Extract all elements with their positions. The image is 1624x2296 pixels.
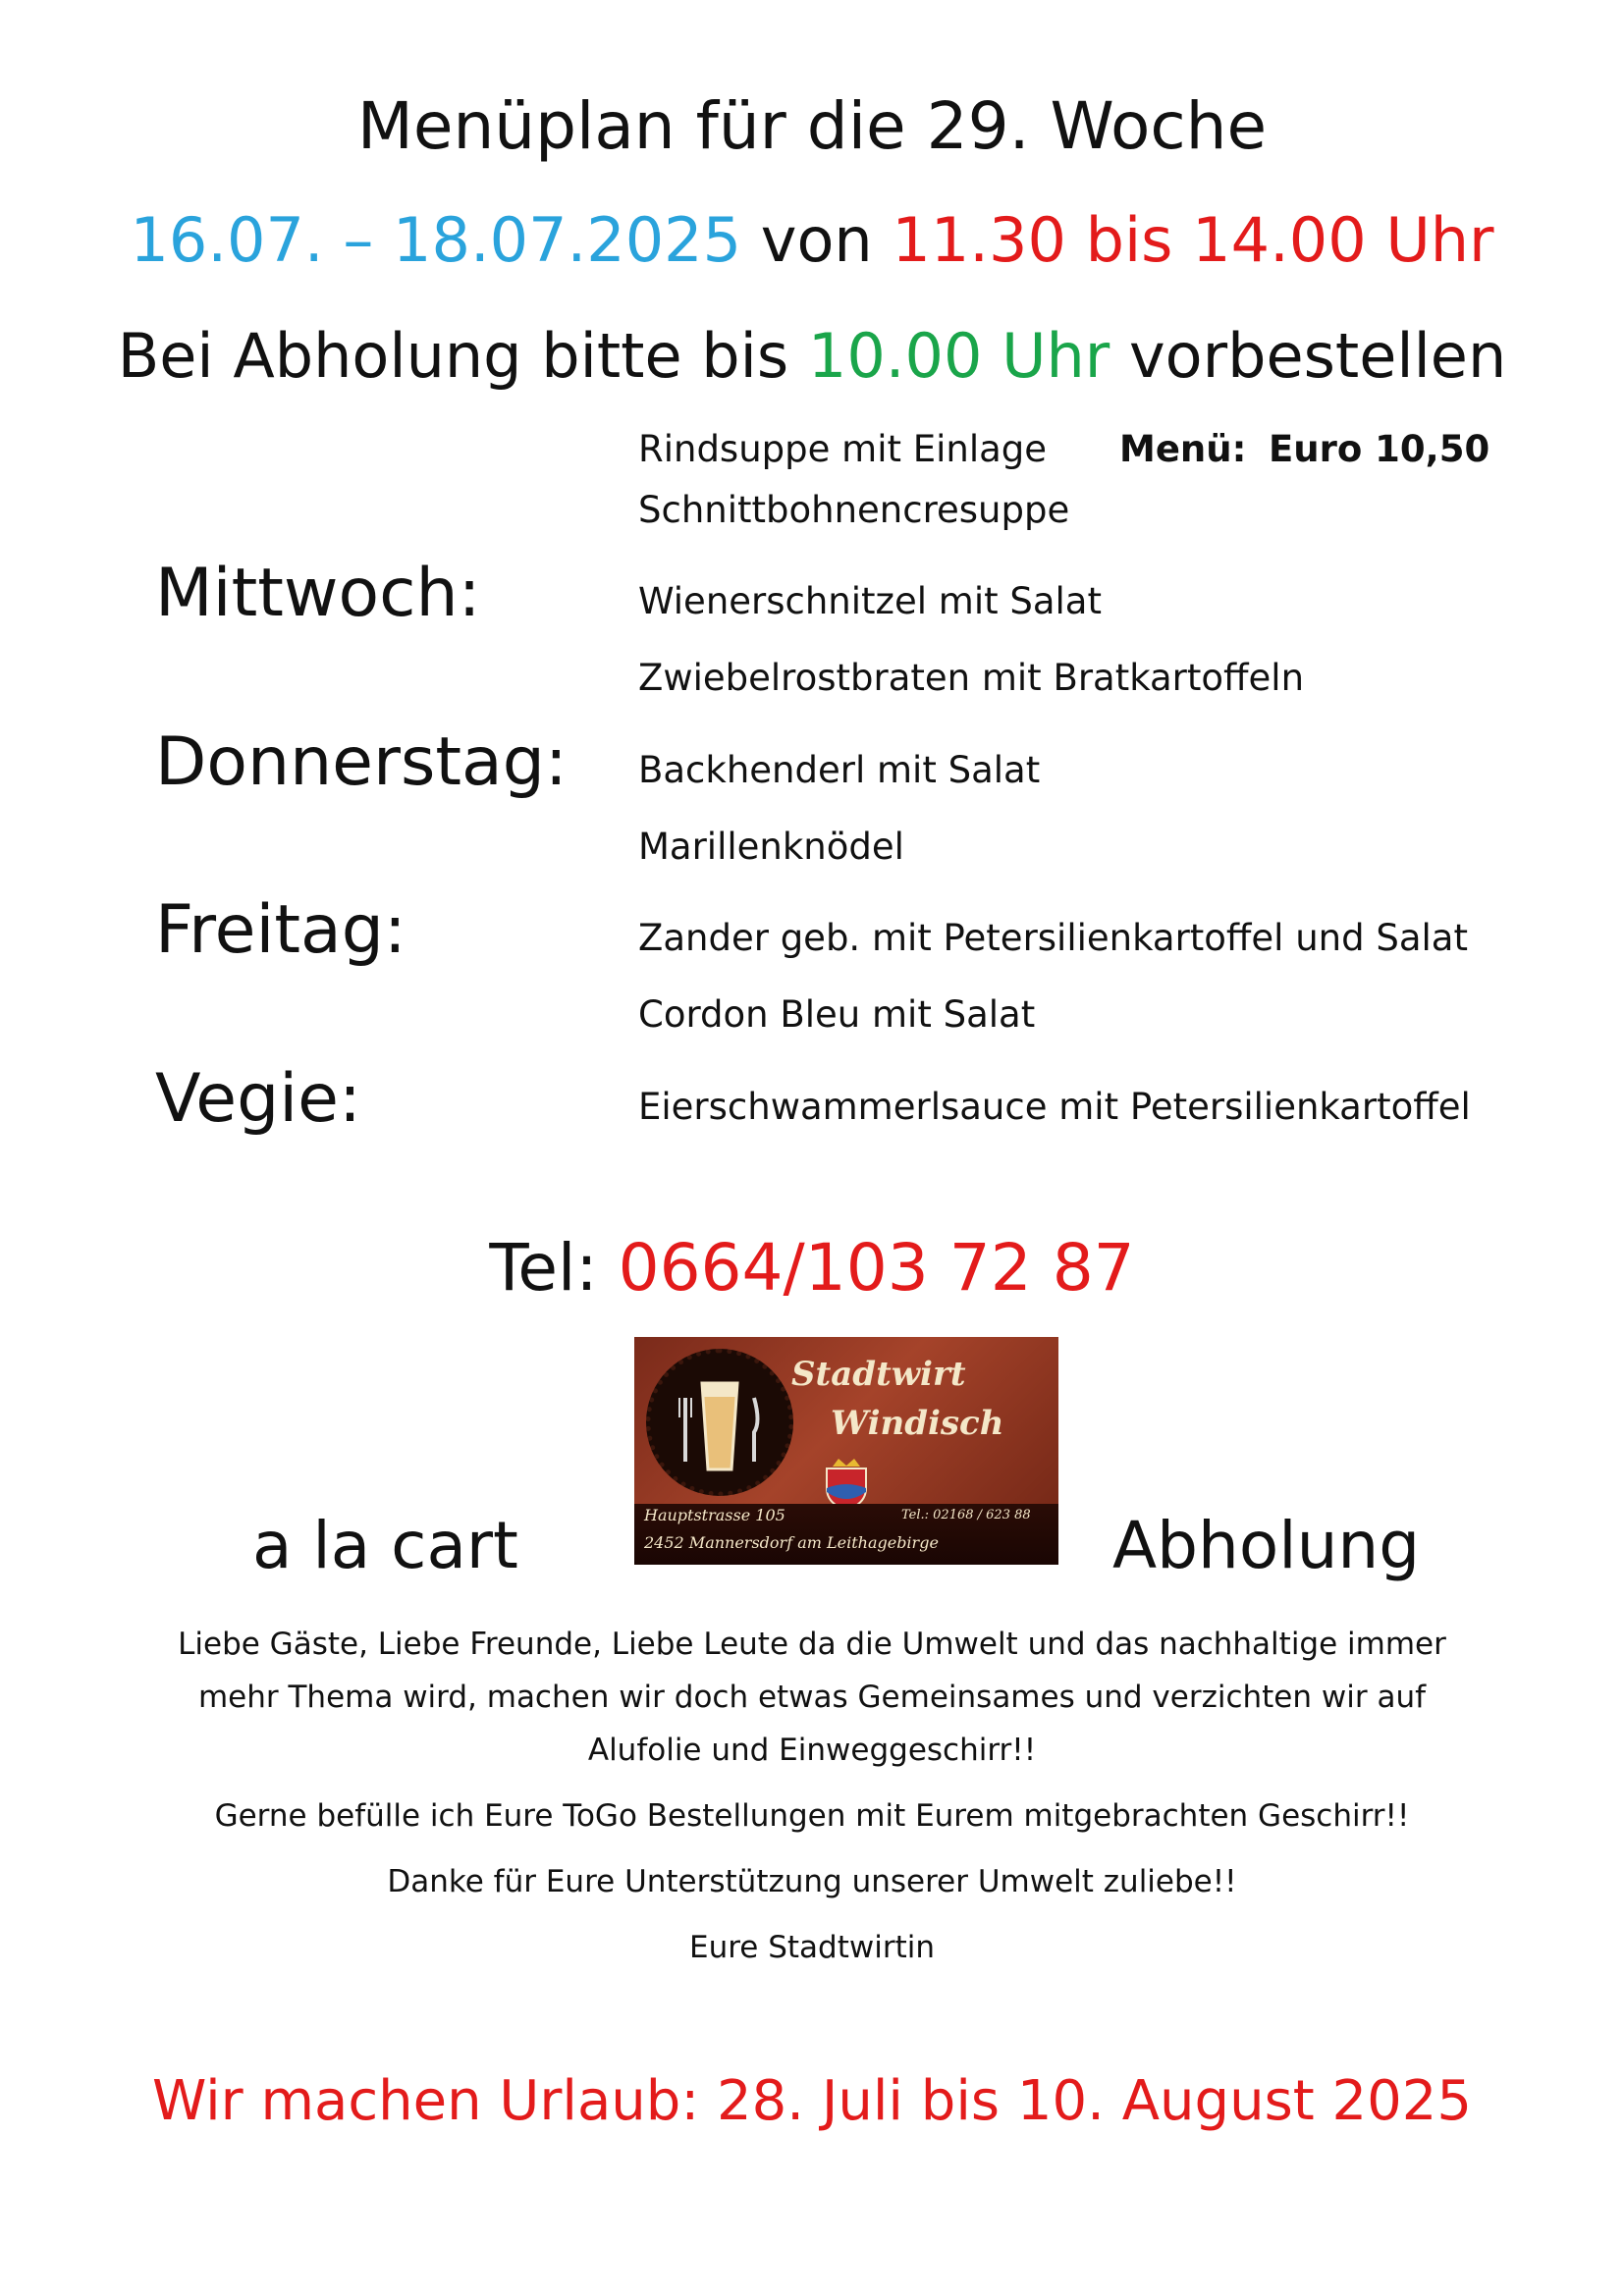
phone-line	[0, 1230, 1624, 1306]
soup-1: Rindsuppe mit Einlage	[638, 428, 1048, 470]
message-line-2-wrap	[0, 1671, 1624, 1724]
message-line-5: Danke für Eure Unterstützung unserer Umwelt zuliebe!!	[387, 1864, 1237, 1899]
date-time-line	[0, 204, 1624, 276]
day-mittwoch: Mittwoch:	[155, 555, 481, 632]
logo-address-line2: 2452 Mannersdorf am Leithagebirge	[644, 1533, 939, 1552]
dish-donnerstag-2: Marillenknödel	[638, 826, 904, 868]
logo-name-line1: Stadtwirt	[791, 1355, 966, 1394]
dish-mittwoch-2: Zwiebelrostbraten mit Bratkartoffeln	[638, 657, 1305, 699]
message-paragraph	[0, 1618, 1624, 1671]
preorder-time: 10.00 Uhr	[807, 320, 1110, 392]
preorder-prefix: Bei Abholung bitte bis	[117, 320, 808, 392]
day-donnerstag: Donnerstag:	[155, 723, 568, 801]
dish-vegie-1: Eierschwammerlsauce mit Petersilienkartoffel	[638, 1086, 1471, 1128]
message-line-2: mehr Thema wird, machen wir doch etwas Gemeinsames und verzichten wir auf	[197, 1680, 1427, 1715]
page-title: Menüplan für die 29. Woche	[356, 88, 1268, 164]
day-vegie: Vegie:	[155, 1060, 361, 1138]
dish-freitag-1: Zander geb. mit Petersilienkartoffel und Salat	[638, 917, 1468, 959]
date-von-text: von	[741, 204, 893, 276]
menu-price: Euro 10,50	[1269, 428, 1490, 470]
dish-mittwoch-1: Wienerschnitzel mit Salat	[638, 580, 1102, 622]
date-range: 16.07. – 18.07.2025	[130, 204, 742, 276]
restaurant-logo	[634, 1337, 1058, 1565]
message-line-5-wrap	[0, 1855, 1624, 1908]
day-freitag: Freitag:	[155, 891, 406, 969]
menu-price-label: Menü:	[1119, 428, 1247, 470]
dish-donnerstag-1: Backhenderl mit Salat	[638, 749, 1041, 791]
service-a-la-cart: a la cart	[252, 1508, 518, 1583]
tel-number: 0664/103 72 87	[618, 1230, 1135, 1306]
message-line-3-wrap	[0, 1724, 1624, 1777]
dish-freitag-2: Cordon Bleu mit Salat	[638, 993, 1036, 1036]
preorder-suffix: vorbestellen	[1110, 320, 1507, 392]
vacation-notice: Wir machen Urlaub: 28. Juli bis 10. August 2025	[151, 2069, 1473, 2133]
message-line-4: Gerne befülle ich Eure ToGo Bestellungen mit Eurem mitgebrachten Geschirr!!	[214, 1798, 1410, 1834]
message-line-1: Liebe Gäste, Liebe Freunde, Liebe Leute da die Umwelt und das nachhaltige immer	[178, 1627, 1446, 1662]
logo-address-line1: Hauptstrasse 105	[644, 1506, 785, 1524]
message-line-4-wrap	[0, 1789, 1624, 1842]
time-range: 11.30 bis 14.00 Uhr	[892, 204, 1494, 276]
logo-phone: Tel.: 02168 / 623 88	[901, 1508, 1031, 1522]
service-abholung: Abholung	[1112, 1508, 1421, 1583]
soup-2: Schnittbohnencresuppe	[638, 489, 1070, 531]
tel-label: Tel:	[489, 1230, 619, 1306]
message-line-3: Alufolie und Einweggeschirr!!	[587, 1733, 1037, 1768]
message-signature: Eure Stadtwirtin	[688, 1930, 935, 1965]
message-line-6-wrap	[0, 1921, 1624, 1974]
beer-glass-icon	[646, 1349, 793, 1496]
logo-name-line2: Windisch	[831, 1404, 1004, 1443]
preorder-line	[0, 320, 1624, 392]
